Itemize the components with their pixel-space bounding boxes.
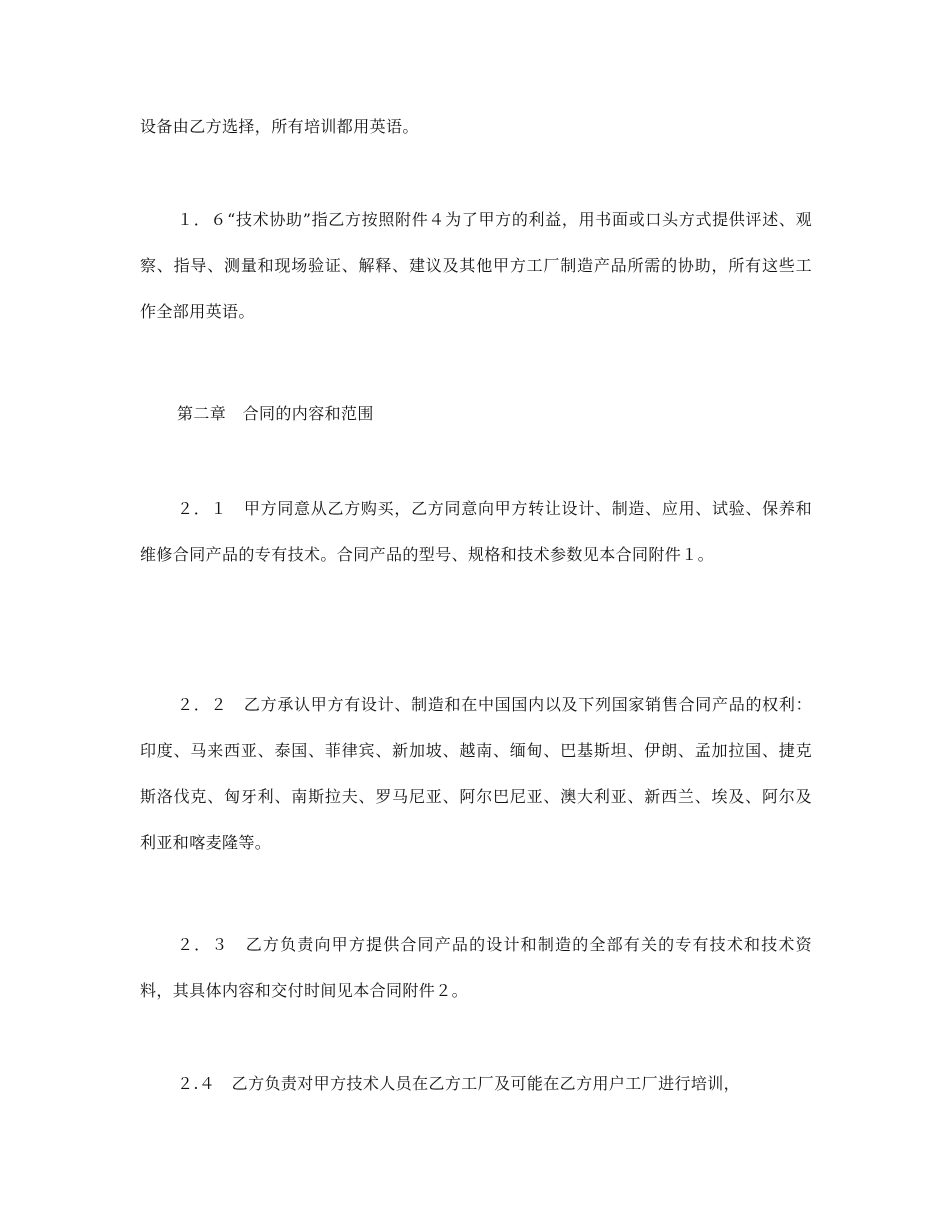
paragraph-2-4: ２.４ 乙方负责对甲方技术人员在乙方工厂及可能在乙方用户工厂进行培训， bbox=[177, 1074, 741, 1093]
chapter-2-heading: 第二章 合同的内容和范围 bbox=[177, 404, 374, 423]
paragraph-2-1: ２．１ 甲方同意从乙方购买，乙方同意向甲方转让设计、制造、应用、试验、保养和维修合同产品的专有技术。合同产品的型号、规格和技术参数见本合同附件１。 bbox=[140, 499, 812, 564]
paragraph-2-3: ２．３ 乙方负责向甲方提供合同产品的设计和制造的全部有关的专有技术和技术资料，其具体内容和交付时间见本合同附件２。 bbox=[140, 935, 812, 1000]
paragraph-2-2: ２．２ 乙方承认甲方有设计、制造和在中国国内以及下列国家销售合同产品的权利：印度、马来西亚、泰国、菲律宾、新加坡、越南、缅甸、巴基斯坦、伊朗、孟加拉国、捷克斯洛伐克、匈牙利、南斯拉夫、罗马尼亚、阿尔巴尼亚、澳大利亚、新西兰、埃及、阿尔及利亚和喀麦隆等。 bbox=[140, 695, 812, 852]
paragraph-1-6-technical-assistance: １．６“技术协助”指乙方按照附件４为了甲方的利益，用书面或口头方式提供评述、观察、指导、测量和现场验证、解释、建议及其他甲方工厂制造产品所需的协助，所有这些工作全部用英语。 bbox=[140, 210, 812, 321]
paragraph-continuation: 设备由乙方选择，所有培训都用英语。 bbox=[140, 117, 419, 136]
